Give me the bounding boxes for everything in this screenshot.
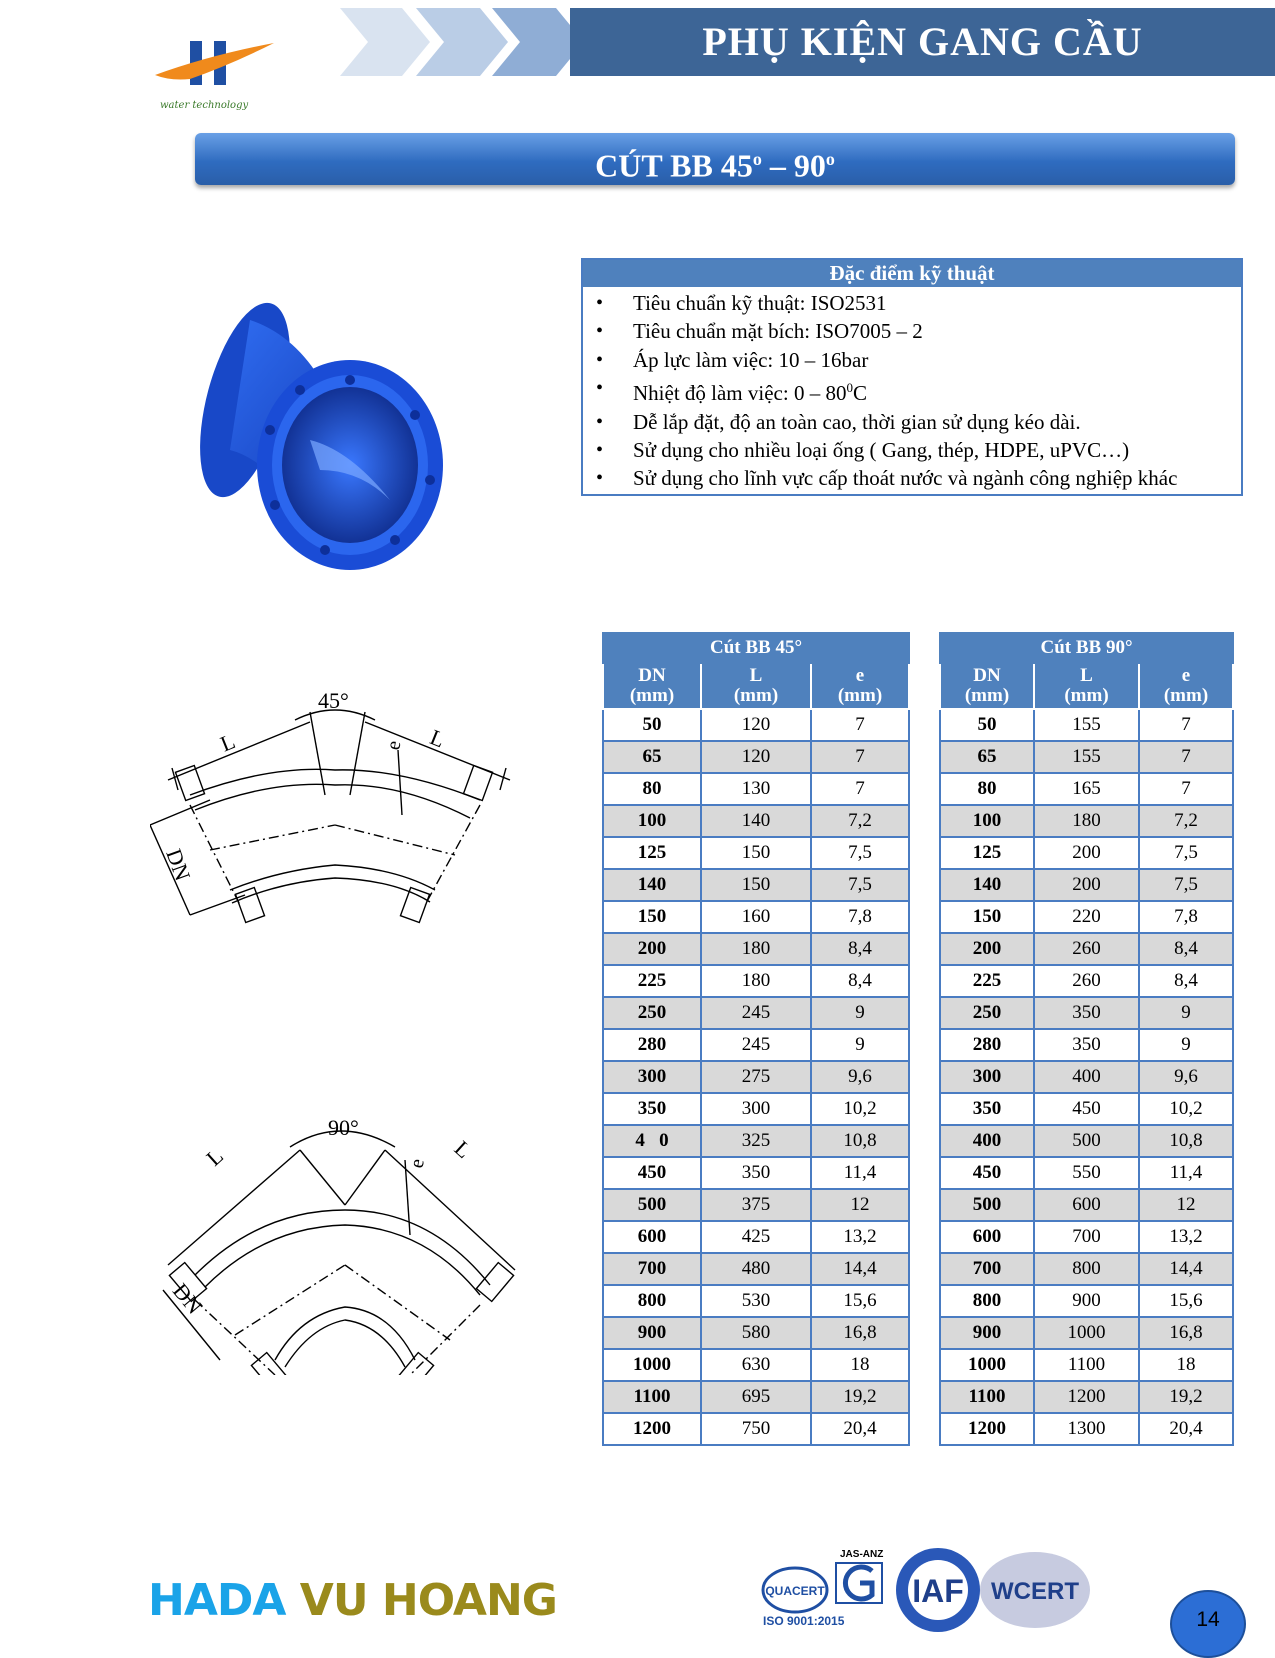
cell-l: 480 bbox=[701, 1253, 811, 1285]
logo-tagline: water technology bbox=[160, 100, 249, 111]
cell-dn: 350 bbox=[603, 1093, 701, 1125]
cell-e: 7,8 bbox=[811, 901, 909, 933]
cell-l: 1100 bbox=[1034, 1349, 1139, 1381]
logo bbox=[150, 35, 280, 115]
table-row bbox=[940, 805, 1233, 837]
table-row bbox=[940, 869, 1233, 901]
table-row bbox=[603, 933, 909, 965]
table-caption: Cút BB 45° bbox=[603, 633, 909, 663]
cell-e: 11,4 bbox=[1139, 1157, 1233, 1189]
cell-dn: 350 bbox=[940, 1093, 1034, 1125]
table-row bbox=[940, 1317, 1233, 1349]
cell-dn: 1000 bbox=[940, 1349, 1034, 1381]
cell-l: 120 bbox=[701, 709, 811, 741]
table-row bbox=[940, 997, 1233, 1029]
table-elbow-45 bbox=[602, 632, 910, 1446]
cell-dn: 1200 bbox=[940, 1413, 1034, 1445]
cell-dn: 1200 bbox=[603, 1413, 701, 1445]
cell-e: 7,5 bbox=[1139, 869, 1233, 901]
cell-l: 300 bbox=[701, 1093, 811, 1125]
cell-dn: 50 bbox=[603, 709, 701, 741]
table-row bbox=[603, 901, 909, 933]
cell-l: 695 bbox=[701, 1381, 811, 1413]
thickness-label: e bbox=[405, 1157, 429, 1170]
cell-e: 16,8 bbox=[811, 1317, 909, 1349]
cell-dn: 900 bbox=[603, 1317, 701, 1349]
certification-logos bbox=[760, 1545, 1110, 1640]
column-header-l: L (mm) bbox=[701, 663, 811, 709]
page-number: 14 bbox=[1170, 1590, 1246, 1658]
cell-e: 19,2 bbox=[811, 1381, 909, 1413]
table-row bbox=[603, 1093, 909, 1125]
cell-l: 200 bbox=[1034, 869, 1139, 901]
quacert-logo bbox=[763, 1568, 827, 1612]
cell-dn: 500 bbox=[940, 1189, 1034, 1221]
cell-l: 165 bbox=[1034, 773, 1139, 805]
table-row bbox=[603, 1381, 909, 1413]
cell-e: 16,8 bbox=[1139, 1317, 1233, 1349]
cell-l: 150 bbox=[701, 837, 811, 869]
cell-e: 13,2 bbox=[1139, 1221, 1233, 1253]
cell-dn: 600 bbox=[940, 1221, 1034, 1253]
cell-l: 600 bbox=[1034, 1189, 1139, 1221]
table-row bbox=[940, 709, 1233, 741]
cell-e: 7,5 bbox=[811, 869, 909, 901]
cell-dn: 700 bbox=[603, 1253, 701, 1285]
cell-e: 14,4 bbox=[811, 1253, 909, 1285]
cell-dn: 500 bbox=[603, 1189, 701, 1221]
column-header-l: L (mm) bbox=[1034, 663, 1139, 709]
spec-item-temperature: • Nhiệt độ làm việc: $0 - 80^0C$ bbox=[583, 374, 1241, 407]
cell-e: 7,2 bbox=[811, 805, 909, 837]
table-row bbox=[603, 997, 909, 1029]
spec-item: • Sử dụng cho lĩnh vực cấp thoát nước và ngành công nghiệp khác bbox=[583, 464, 1241, 492]
cell-dn: 125 bbox=[940, 837, 1034, 869]
column-header-dn: DN (mm) bbox=[603, 663, 701, 709]
cell-l: 120 bbox=[701, 741, 811, 773]
cell-e: 8,4 bbox=[1139, 965, 1233, 997]
cell-dn: 80 bbox=[603, 773, 701, 805]
cell-l: 375 bbox=[701, 1189, 811, 1221]
spec-item: • Tiêu chuẩn kỹ thuật: ISO2531 bbox=[583, 289, 1241, 317]
cell-dn: 4 0 bbox=[603, 1125, 701, 1157]
table-row bbox=[603, 741, 909, 773]
cell-e: 7,2 bbox=[1139, 805, 1233, 837]
table-row bbox=[603, 965, 909, 997]
table-row bbox=[603, 1349, 909, 1381]
cell-dn: 300 bbox=[940, 1061, 1034, 1093]
table-row bbox=[603, 1413, 909, 1445]
cell-l: 1300 bbox=[1034, 1413, 1139, 1445]
table-row bbox=[940, 1061, 1233, 1093]
spec-item: • Sử dụng cho nhiều loại ống ( Gang, thép, HDPE, uPVC…) bbox=[583, 436, 1241, 464]
cell-e: 15,6 bbox=[811, 1285, 909, 1317]
cell-l: 155 bbox=[1034, 709, 1139, 741]
cell-l: 450 bbox=[1034, 1093, 1139, 1125]
cell-l: 220 bbox=[1034, 901, 1139, 933]
product-image-elbow bbox=[190, 300, 460, 580]
angle-label: 90° bbox=[328, 1115, 359, 1140]
cell-dn: 400 bbox=[940, 1125, 1034, 1157]
cell-dn: 200 bbox=[603, 933, 701, 965]
cell-l: 260 bbox=[1034, 965, 1139, 997]
cell-l: 530 bbox=[701, 1285, 811, 1317]
cell-e: 8,4 bbox=[811, 933, 909, 965]
table-row bbox=[940, 965, 1233, 997]
cell-dn: 65 bbox=[940, 741, 1034, 773]
cell-e: 12 bbox=[1139, 1189, 1233, 1221]
cell-l: 1000 bbox=[1034, 1317, 1139, 1349]
cell-e: 9 bbox=[1139, 997, 1233, 1029]
cell-e: 20,4 bbox=[1139, 1413, 1233, 1445]
table-row bbox=[603, 709, 909, 741]
cell-dn: 150 bbox=[940, 901, 1034, 933]
cell-l: 550 bbox=[1034, 1157, 1139, 1189]
table-row bbox=[940, 1221, 1233, 1253]
cell-dn: 200 bbox=[940, 933, 1034, 965]
cell-dn: 250 bbox=[603, 997, 701, 1029]
cell-l: 350 bbox=[701, 1157, 811, 1189]
cell-dn: 150 bbox=[603, 901, 701, 933]
spec-list bbox=[583, 289, 1241, 493]
cell-e: 7 bbox=[1139, 741, 1233, 773]
cell-l: 580 bbox=[701, 1317, 811, 1349]
cell-e: 10,2 bbox=[1139, 1093, 1233, 1125]
table-elbow-90 bbox=[939, 632, 1234, 1446]
jasanz-logo bbox=[836, 1549, 883, 1603]
wcert-logo bbox=[980, 1552, 1090, 1628]
cell-l: 200 bbox=[1034, 837, 1139, 869]
cell-dn: 300 bbox=[603, 1061, 701, 1093]
table-row bbox=[940, 1253, 1233, 1285]
thickness-label: e bbox=[382, 739, 406, 752]
cell-dn: 280 bbox=[940, 1029, 1034, 1061]
cell-e: 18 bbox=[811, 1349, 909, 1381]
cell-dn: 225 bbox=[940, 965, 1034, 997]
length-label-left: L bbox=[216, 728, 239, 757]
cell-l: 275 bbox=[701, 1061, 811, 1093]
cell-l: 350 bbox=[1034, 1029, 1139, 1061]
table-row bbox=[603, 1253, 909, 1285]
cell-e: 8,4 bbox=[811, 965, 909, 997]
table-row bbox=[940, 1413, 1233, 1445]
cell-e: 7,8 bbox=[1139, 901, 1233, 933]
table-row bbox=[603, 1157, 909, 1189]
table-caption: Cút BB 90° bbox=[940, 633, 1233, 663]
cell-dn: 140 bbox=[940, 869, 1034, 901]
cell-e: 10,8 bbox=[1139, 1125, 1233, 1157]
table-row bbox=[940, 1189, 1233, 1221]
cell-dn: 80 bbox=[940, 773, 1034, 805]
cell-l: 180 bbox=[701, 965, 811, 997]
diagram-elbow-45 bbox=[150, 690, 530, 980]
cell-l: 630 bbox=[701, 1349, 811, 1381]
cell-dn: 225 bbox=[603, 965, 701, 997]
table-row bbox=[603, 1285, 909, 1317]
cell-l: 350 bbox=[1034, 997, 1139, 1029]
cell-l: 750 bbox=[701, 1413, 811, 1445]
spec-item: • Áp lực làm việc: 10 – 16bar bbox=[583, 346, 1241, 374]
spec-box bbox=[581, 258, 1243, 496]
cell-dn: 100 bbox=[940, 805, 1034, 837]
cell-e: 10,8 bbox=[811, 1125, 909, 1157]
table-row bbox=[940, 1157, 1233, 1189]
table-row bbox=[940, 933, 1233, 965]
table-row bbox=[603, 1317, 909, 1349]
diameter-label: DN bbox=[167, 1278, 208, 1319]
cell-dn: 900 bbox=[940, 1317, 1034, 1349]
table-row bbox=[603, 805, 909, 837]
cell-l: 245 bbox=[701, 1029, 811, 1061]
spec-title: Đặc điểm kỹ thuật bbox=[583, 260, 1241, 287]
length-label-right: L bbox=[449, 1135, 477, 1164]
cell-e: 7 bbox=[1139, 709, 1233, 741]
cell-e: 20,4 bbox=[811, 1413, 909, 1445]
table-row bbox=[940, 773, 1233, 805]
cell-l: 155 bbox=[1034, 741, 1139, 773]
cell-dn: 125 bbox=[603, 837, 701, 869]
cell-l: 700 bbox=[1034, 1221, 1139, 1253]
cell-e: 7 bbox=[1139, 773, 1233, 805]
header-chevrons bbox=[330, 8, 600, 76]
cell-e: 7 bbox=[811, 741, 909, 773]
svg-text:IAF: IAF bbox=[912, 1573, 964, 1609]
cell-e: 19,2 bbox=[1139, 1381, 1233, 1413]
cell-e: 9 bbox=[811, 1029, 909, 1061]
cell-e: 10,2 bbox=[811, 1093, 909, 1125]
spec-item: • Dễ lắp đặt, độ an toàn cao, thời gian sử dụng kéo dài. bbox=[583, 408, 1241, 436]
length-label-left: L bbox=[201, 1143, 228, 1171]
table-row bbox=[940, 1029, 1233, 1061]
table-row bbox=[940, 1093, 1233, 1125]
footer-brand: HADA VU HOANG bbox=[148, 1575, 557, 1626]
cell-e: 8,4 bbox=[1139, 933, 1233, 965]
svg-text:JAS-ANZ: JAS-ANZ bbox=[840, 1549, 884, 1560]
cell-l: 500 bbox=[1034, 1125, 1139, 1157]
cell-dn: 140 bbox=[603, 869, 701, 901]
cell-dn: 1100 bbox=[603, 1381, 701, 1413]
cell-l: 130 bbox=[701, 773, 811, 805]
cell-l: 800 bbox=[1034, 1253, 1139, 1285]
table-row bbox=[603, 1189, 909, 1221]
table-row bbox=[603, 837, 909, 869]
cell-dn: 280 bbox=[603, 1029, 701, 1061]
cell-l: 1200 bbox=[1034, 1381, 1139, 1413]
svg-text:WCERT: WCERT bbox=[991, 1578, 1079, 1605]
column-header-e: e (mm) bbox=[1139, 663, 1233, 709]
cell-e: 9 bbox=[1139, 1029, 1233, 1061]
cell-dn: 600 bbox=[603, 1221, 701, 1253]
cell-e: 11,4 bbox=[811, 1157, 909, 1189]
length-label-right: L bbox=[426, 724, 449, 753]
table-row bbox=[603, 1125, 909, 1157]
cell-l: 180 bbox=[1034, 805, 1139, 837]
cell-l: 180 bbox=[701, 933, 811, 965]
cell-e: 18 bbox=[1139, 1349, 1233, 1381]
cell-e: 9 bbox=[811, 997, 909, 1029]
iso-label: ISO 9001:2015 bbox=[763, 1614, 845, 1628]
cell-dn: 50 bbox=[940, 709, 1034, 741]
table-row bbox=[603, 1061, 909, 1093]
spec-item: • Tiêu chuẩn mặt bích: ISO7005 – 2 bbox=[583, 317, 1241, 345]
table-row bbox=[603, 869, 909, 901]
cell-l: 150 bbox=[701, 869, 811, 901]
page-title: PHỤ KIỆN GANG CẦU bbox=[702, 19, 1143, 64]
table-row bbox=[603, 1029, 909, 1061]
cell-e: 7,5 bbox=[811, 837, 909, 869]
table-row bbox=[940, 1349, 1233, 1381]
cell-e: 13,2 bbox=[811, 1221, 909, 1253]
column-header-dn: DN (mm) bbox=[940, 663, 1034, 709]
cell-dn: 100 bbox=[603, 805, 701, 837]
cell-dn: 450 bbox=[603, 1157, 701, 1189]
diagram-elbow-90 bbox=[160, 1115, 540, 1375]
cell-l: 260 bbox=[1034, 933, 1139, 965]
table-row bbox=[940, 1381, 1233, 1413]
cell-e: 14,4 bbox=[1139, 1253, 1233, 1285]
cell-dn: 1100 bbox=[940, 1381, 1034, 1413]
table-row bbox=[603, 773, 909, 805]
cell-l: 900 bbox=[1034, 1285, 1139, 1317]
cell-dn: 450 bbox=[940, 1157, 1034, 1189]
table-row bbox=[940, 837, 1233, 869]
cell-dn: 250 bbox=[940, 997, 1034, 1029]
cell-e: 9,6 bbox=[1139, 1061, 1233, 1093]
column-header-e: e (mm) bbox=[811, 663, 909, 709]
cell-l: 140 bbox=[701, 805, 811, 837]
cell-l: 245 bbox=[701, 997, 811, 1029]
svg-text:QUACERT: QUACERT bbox=[765, 1584, 825, 1598]
cell-e: 7,5 bbox=[1139, 837, 1233, 869]
section-title: CÚT BB 45$^o$ – 90$^o$ bbox=[595, 147, 835, 184]
cell-e: 12 bbox=[811, 1189, 909, 1221]
cell-e: 9,6 bbox=[811, 1061, 909, 1093]
angle-label: 45° bbox=[318, 690, 349, 713]
cell-l: 160 bbox=[701, 901, 811, 933]
cell-dn: 1000 bbox=[603, 1349, 701, 1381]
diameter-label: DN bbox=[161, 845, 196, 884]
table-row bbox=[603, 1221, 909, 1253]
cell-l: 400 bbox=[1034, 1061, 1139, 1093]
table-row bbox=[940, 1125, 1233, 1157]
cell-e: 15,6 bbox=[1139, 1285, 1233, 1317]
cell-dn: 65 bbox=[603, 741, 701, 773]
cell-dn: 800 bbox=[940, 1285, 1034, 1317]
cell-e: 7 bbox=[811, 773, 909, 805]
table-row bbox=[940, 741, 1233, 773]
cell-l: 425 bbox=[701, 1221, 811, 1253]
table-row bbox=[940, 901, 1233, 933]
cell-l: 325 bbox=[701, 1125, 811, 1157]
cell-dn: 700 bbox=[940, 1253, 1034, 1285]
table-row bbox=[940, 1285, 1233, 1317]
cell-dn: 800 bbox=[603, 1285, 701, 1317]
iaf-logo bbox=[896, 1548, 980, 1632]
cell-e: 7 bbox=[811, 709, 909, 741]
